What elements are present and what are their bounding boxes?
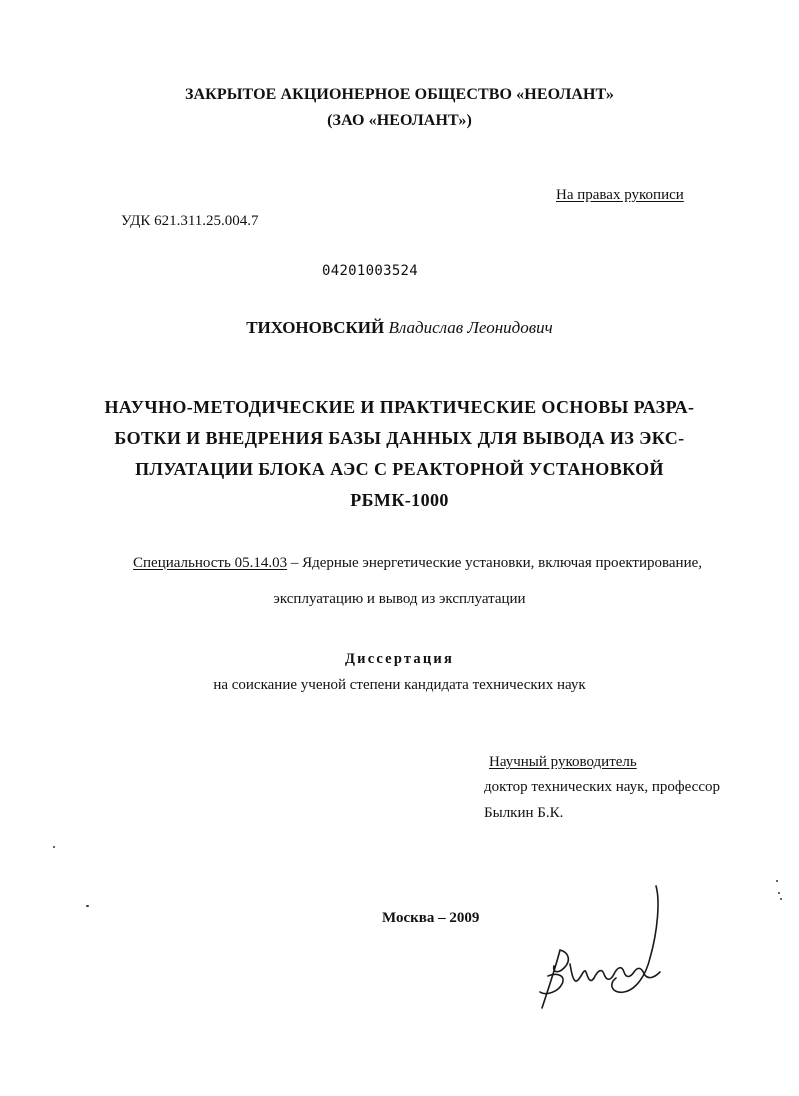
scan-speck bbox=[53, 846, 55, 848]
author-name bbox=[0, 318, 799, 338]
degree-statement: на соискание ученой степени кандидата технических наук bbox=[213, 677, 586, 693]
udk-code: УДК 621.311.25.004.7 bbox=[121, 213, 259, 229]
scan-speck bbox=[86, 905, 89, 907]
specialty-continuation: эксплуатацию и вывод из эксплуатации bbox=[273, 591, 526, 607]
place-and-year: Москва – 2009 bbox=[382, 910, 480, 926]
specialty-label: Специальность 05.14.03 bbox=[133, 555, 288, 571]
manuscript-rights-note: На правах рукописи bbox=[556, 187, 684, 203]
organization-abbreviation: (ЗАО «НЕОЛАНТ») bbox=[327, 112, 472, 129]
title-line: РБМК-1000 bbox=[350, 490, 449, 510]
scan-speck bbox=[778, 892, 780, 894]
title-line: ПЛУАТАЦИИ БЛОКА АЭС С РЕАКТОРНОЙ УСТАНОВКОЙ bbox=[135, 459, 664, 479]
document-type: Диссертация bbox=[345, 651, 454, 667]
specialty-line bbox=[133, 555, 702, 572]
author-given-names: Владислав Леонидович bbox=[388, 318, 553, 337]
title-line: НАУЧНО-МЕТОДИЧЕСКИЕ И ПРАКТИЧЕСКИЕ ОСНОВЫ РАЗРА- bbox=[104, 397, 695, 417]
scan-speck bbox=[780, 898, 782, 900]
registration-number: 04201003524 bbox=[322, 263, 419, 279]
supervisor-degree: доктор технических наук, профессор bbox=[484, 779, 721, 795]
supervisor-name: Былкин Б.К. bbox=[484, 805, 564, 821]
handwritten-signature bbox=[528, 880, 673, 1025]
author-surname: ТИХОНОВСКИЙ bbox=[246, 318, 385, 337]
title-line: БОТКИ И ВНЕДРЕНИЯ БАЗЫ ДАННЫХ ДЛЯ ВЫВОДА ИЗ ЭКС- bbox=[114, 428, 685, 448]
specialty-text: – Ядерные энергетические установки, включая проектирование, bbox=[287, 555, 703, 571]
scan-speck bbox=[776, 880, 778, 882]
supervisor-heading: Научный руководитель bbox=[489, 754, 637, 770]
organization-name: ЗАКРЫТОЕ АКЦИОНЕРНОЕ ОБЩЕСТВО «НЕОЛАНТ» bbox=[184, 86, 615, 103]
